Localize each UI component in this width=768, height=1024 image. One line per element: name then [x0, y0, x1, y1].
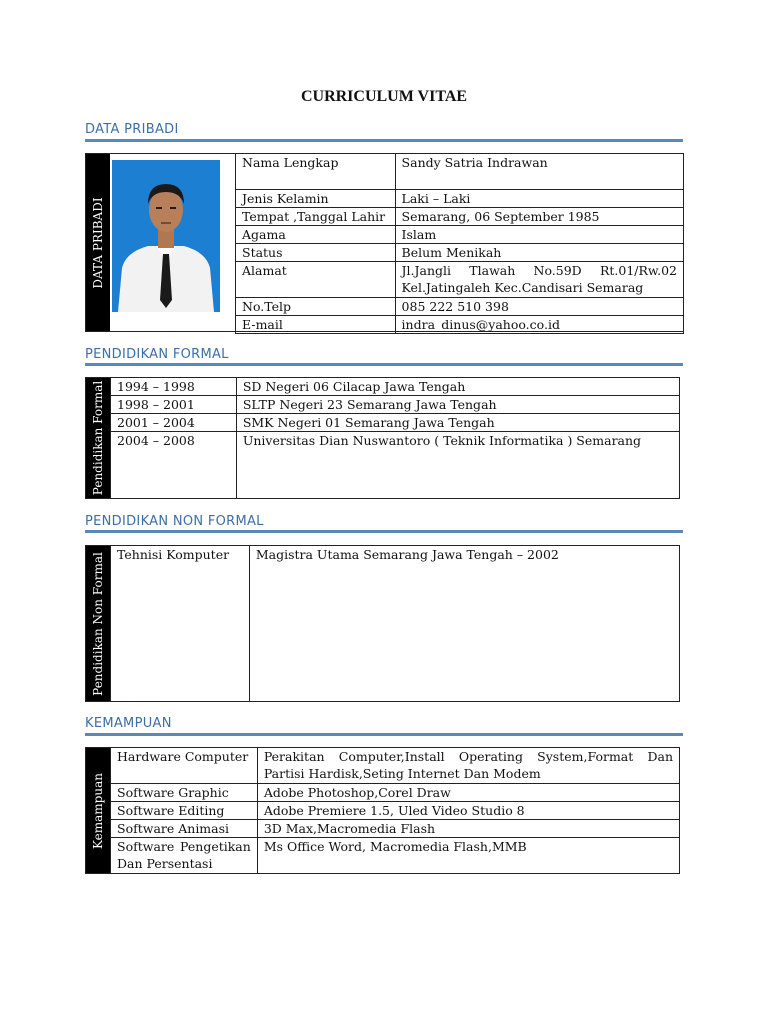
kemampuan-side-label: Kemampuan	[86, 748, 110, 873]
table-row	[111, 802, 680, 820]
kemampuan-block	[85, 747, 680, 874]
detail-cell: Perakitan Computer,Install Operating System,Format Dan Partisi Hardisk,Seting Internet Dan Modem	[257, 748, 679, 784]
kemampuan-table	[110, 747, 680, 874]
section-heading-data-pribadi: DATA PRIBADI	[85, 122, 179, 137]
pendidikan-formal-block	[85, 377, 680, 499]
place-cell: Magistra Utama Semarang Jawa Tengah – 2002	[249, 546, 679, 702]
table-row	[111, 748, 680, 784]
section-rule	[85, 733, 683, 736]
table-row	[236, 154, 684, 190]
label-ttl: Tempat ,Tanggal Lahir	[236, 208, 396, 226]
table-row	[236, 316, 684, 334]
table-row	[111, 432, 680, 499]
table-row	[111, 546, 680, 702]
skill-cell: Software Animasi	[111, 820, 258, 838]
table-row	[111, 378, 680, 396]
detail-cell: Adobe Premiere 1.5, Uled Video Studio 8	[257, 802, 679, 820]
value-email: indra_dinus@yahoo.co.id	[395, 316, 683, 334]
table-row	[236, 244, 684, 262]
table-row	[236, 190, 684, 208]
profile-photo	[112, 160, 220, 312]
table-row	[236, 208, 684, 226]
value-ttl: Semarang, 06 September 1985	[395, 208, 683, 226]
table-row	[236, 226, 684, 244]
skill-cell: Software Editing	[111, 802, 258, 820]
school-cell: SD Negeri 06 Cilacap Jawa Tengah	[236, 378, 679, 396]
pendidikan-non-formal-block	[85, 545, 680, 702]
value-telp: 085 222 510 398	[395, 298, 683, 316]
label-nama: Nama Lengkap	[236, 154, 396, 190]
years-cell: 2004 – 2008	[111, 432, 237, 499]
course-cell: Tehnisi Komputer	[111, 546, 250, 702]
label-jenis-kelamin: Jenis Kelamin	[236, 190, 396, 208]
label-status: Status	[236, 244, 396, 262]
pendidikan-non-formal-table	[110, 545, 680, 702]
data-pribadi-block	[85, 153, 684, 332]
table-row	[111, 414, 680, 432]
skill-cell: Hardware Computer	[111, 748, 258, 784]
value-agama: Islam	[395, 226, 683, 244]
document-title: CURRICULUM VITAE	[300, 88, 468, 105]
label-email: E-mail	[236, 316, 396, 334]
section-rule	[85, 139, 683, 142]
years-cell: 1994 – 1998	[111, 378, 237, 396]
label-alamat: Alamat	[236, 262, 396, 298]
section-heading-pendidikan-non-formal: PENDIDIKAN NON FORMAL	[85, 514, 264, 529]
table-row	[111, 838, 680, 874]
years-cell: 2001 – 2004	[111, 414, 237, 432]
table-row	[236, 262, 684, 298]
section-rule	[85, 530, 683, 533]
value-alamat: Jl.Jangli Tlawah No.59D Rt.01/Rw.02 Kel.Jatingaleh Kec.Candisari Semarag	[395, 262, 683, 298]
value-jenis-kelamin: Laki – Laki	[395, 190, 683, 208]
table-row	[111, 820, 680, 838]
data-pribadi-table	[235, 153, 684, 334]
skill-cell: Software Pengetikan Dan Persentasi	[111, 838, 258, 874]
school-cell: SMK Negeri 01 Semarang Jawa Tengah	[236, 414, 679, 432]
label-telp: No.Telp	[236, 298, 396, 316]
detail-cell: 3D Max,Macromedia Flash	[257, 820, 679, 838]
table-row	[236, 298, 684, 316]
school-cell: SLTP Negeri 23 Semarang Jawa Tengah	[236, 396, 679, 414]
table-row	[111, 784, 680, 802]
detail-cell: Adobe Photoshop,Corel Draw	[257, 784, 679, 802]
table-row	[111, 396, 680, 414]
label-agama: Agama	[236, 226, 396, 244]
pendidikan-non-formal-side-label: Pendidikan Non Formal	[86, 546, 110, 701]
pendidikan-formal-side-label: Pendidikan Formal	[86, 378, 110, 498]
section-rule	[85, 363, 683, 366]
value-status: Belum Menikah	[395, 244, 683, 262]
value-nama: Sandy Satria Indrawan	[395, 154, 683, 190]
section-heading-pendidikan-formal: PENDIDIKAN FORMAL	[85, 347, 229, 362]
school-cell: Universitas Dian Nuswantoro ( Teknik Informatika ) Semarang	[236, 432, 679, 499]
detail-cell: Ms Office Word, Macromedia Flash,MMB	[257, 838, 679, 874]
years-cell: 1998 – 2001	[111, 396, 237, 414]
skill-cell: Software Graphic	[111, 784, 258, 802]
person-portrait-icon	[112, 160, 220, 312]
pendidikan-formal-table	[110, 377, 680, 499]
data-pribadi-side-label: DATA PRIBADI	[86, 154, 110, 331]
section-heading-kemampuan: KEMAMPUAN	[85, 716, 172, 731]
